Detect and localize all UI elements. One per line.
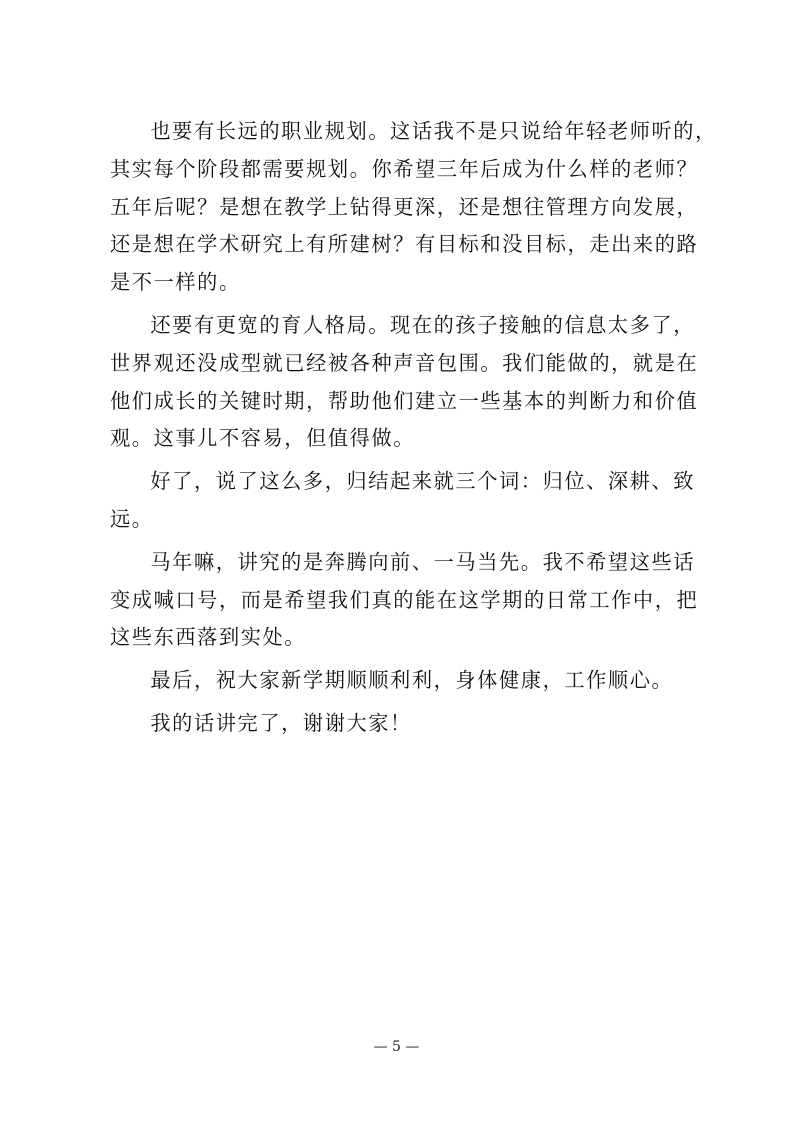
text-line: 变成喊口号，而是希望我们真的能在这学期的日常工作中，把 [110,587,699,612]
text-line: 也要有长远的职业规划。这话我不是只说给年轻老师听的， [150,119,717,143]
text-line: 五年后呢？是想在教学上钻得更深，还是想往管理方向发展， [110,194,699,219]
text-line: 其实每个阶段都需要规划。你希望三年后成为什么样的老师？ [110,156,699,181]
paragraph-horse-year [110,544,699,657]
paragraph-education-vision [110,307,699,458]
text-line: 还要有更宽的育人格局。现在的孩子接触的信息太多了， [150,312,696,337]
paragraph-summary [110,463,696,539]
text-line: 马年嘛，讲究的是奔腾向前、一马当先。我不希望这些话 [150,549,696,574]
text-line: 还是想在学术研究上有所建树？有目标和没目标，走出来的路 [110,232,699,257]
text-line: 远。 [110,506,154,531]
paragraph-wishes [110,662,692,700]
text-line: 我的话讲完了，谢谢大家！ [150,710,412,735]
body-text [110,113,717,748]
text-line: 是不一样的。 [110,270,241,295]
paragraph-closing [110,705,692,743]
text-line: 好了，说了这么多，归结起来就三个词：归位、深耕、致 [150,469,696,494]
text-line: 观。这事儿不容易，但值得做。 [110,426,416,451]
page-number: — 5 — [373,1039,420,1055]
text-line: 这些东西落到实处。 [110,625,307,650]
text-line: 世界观还没成型就已经被各种声音包围。我们能做的，就是在 [110,350,699,375]
text-line: 最后，祝大家新学期顺顺利利，身体健康，工作顺心。 [150,668,674,693]
paragraph-career-planning [110,113,717,302]
text-line: 他们成长的关键时期，帮助他们建立一些基本的判断力和价值 [110,388,699,413]
